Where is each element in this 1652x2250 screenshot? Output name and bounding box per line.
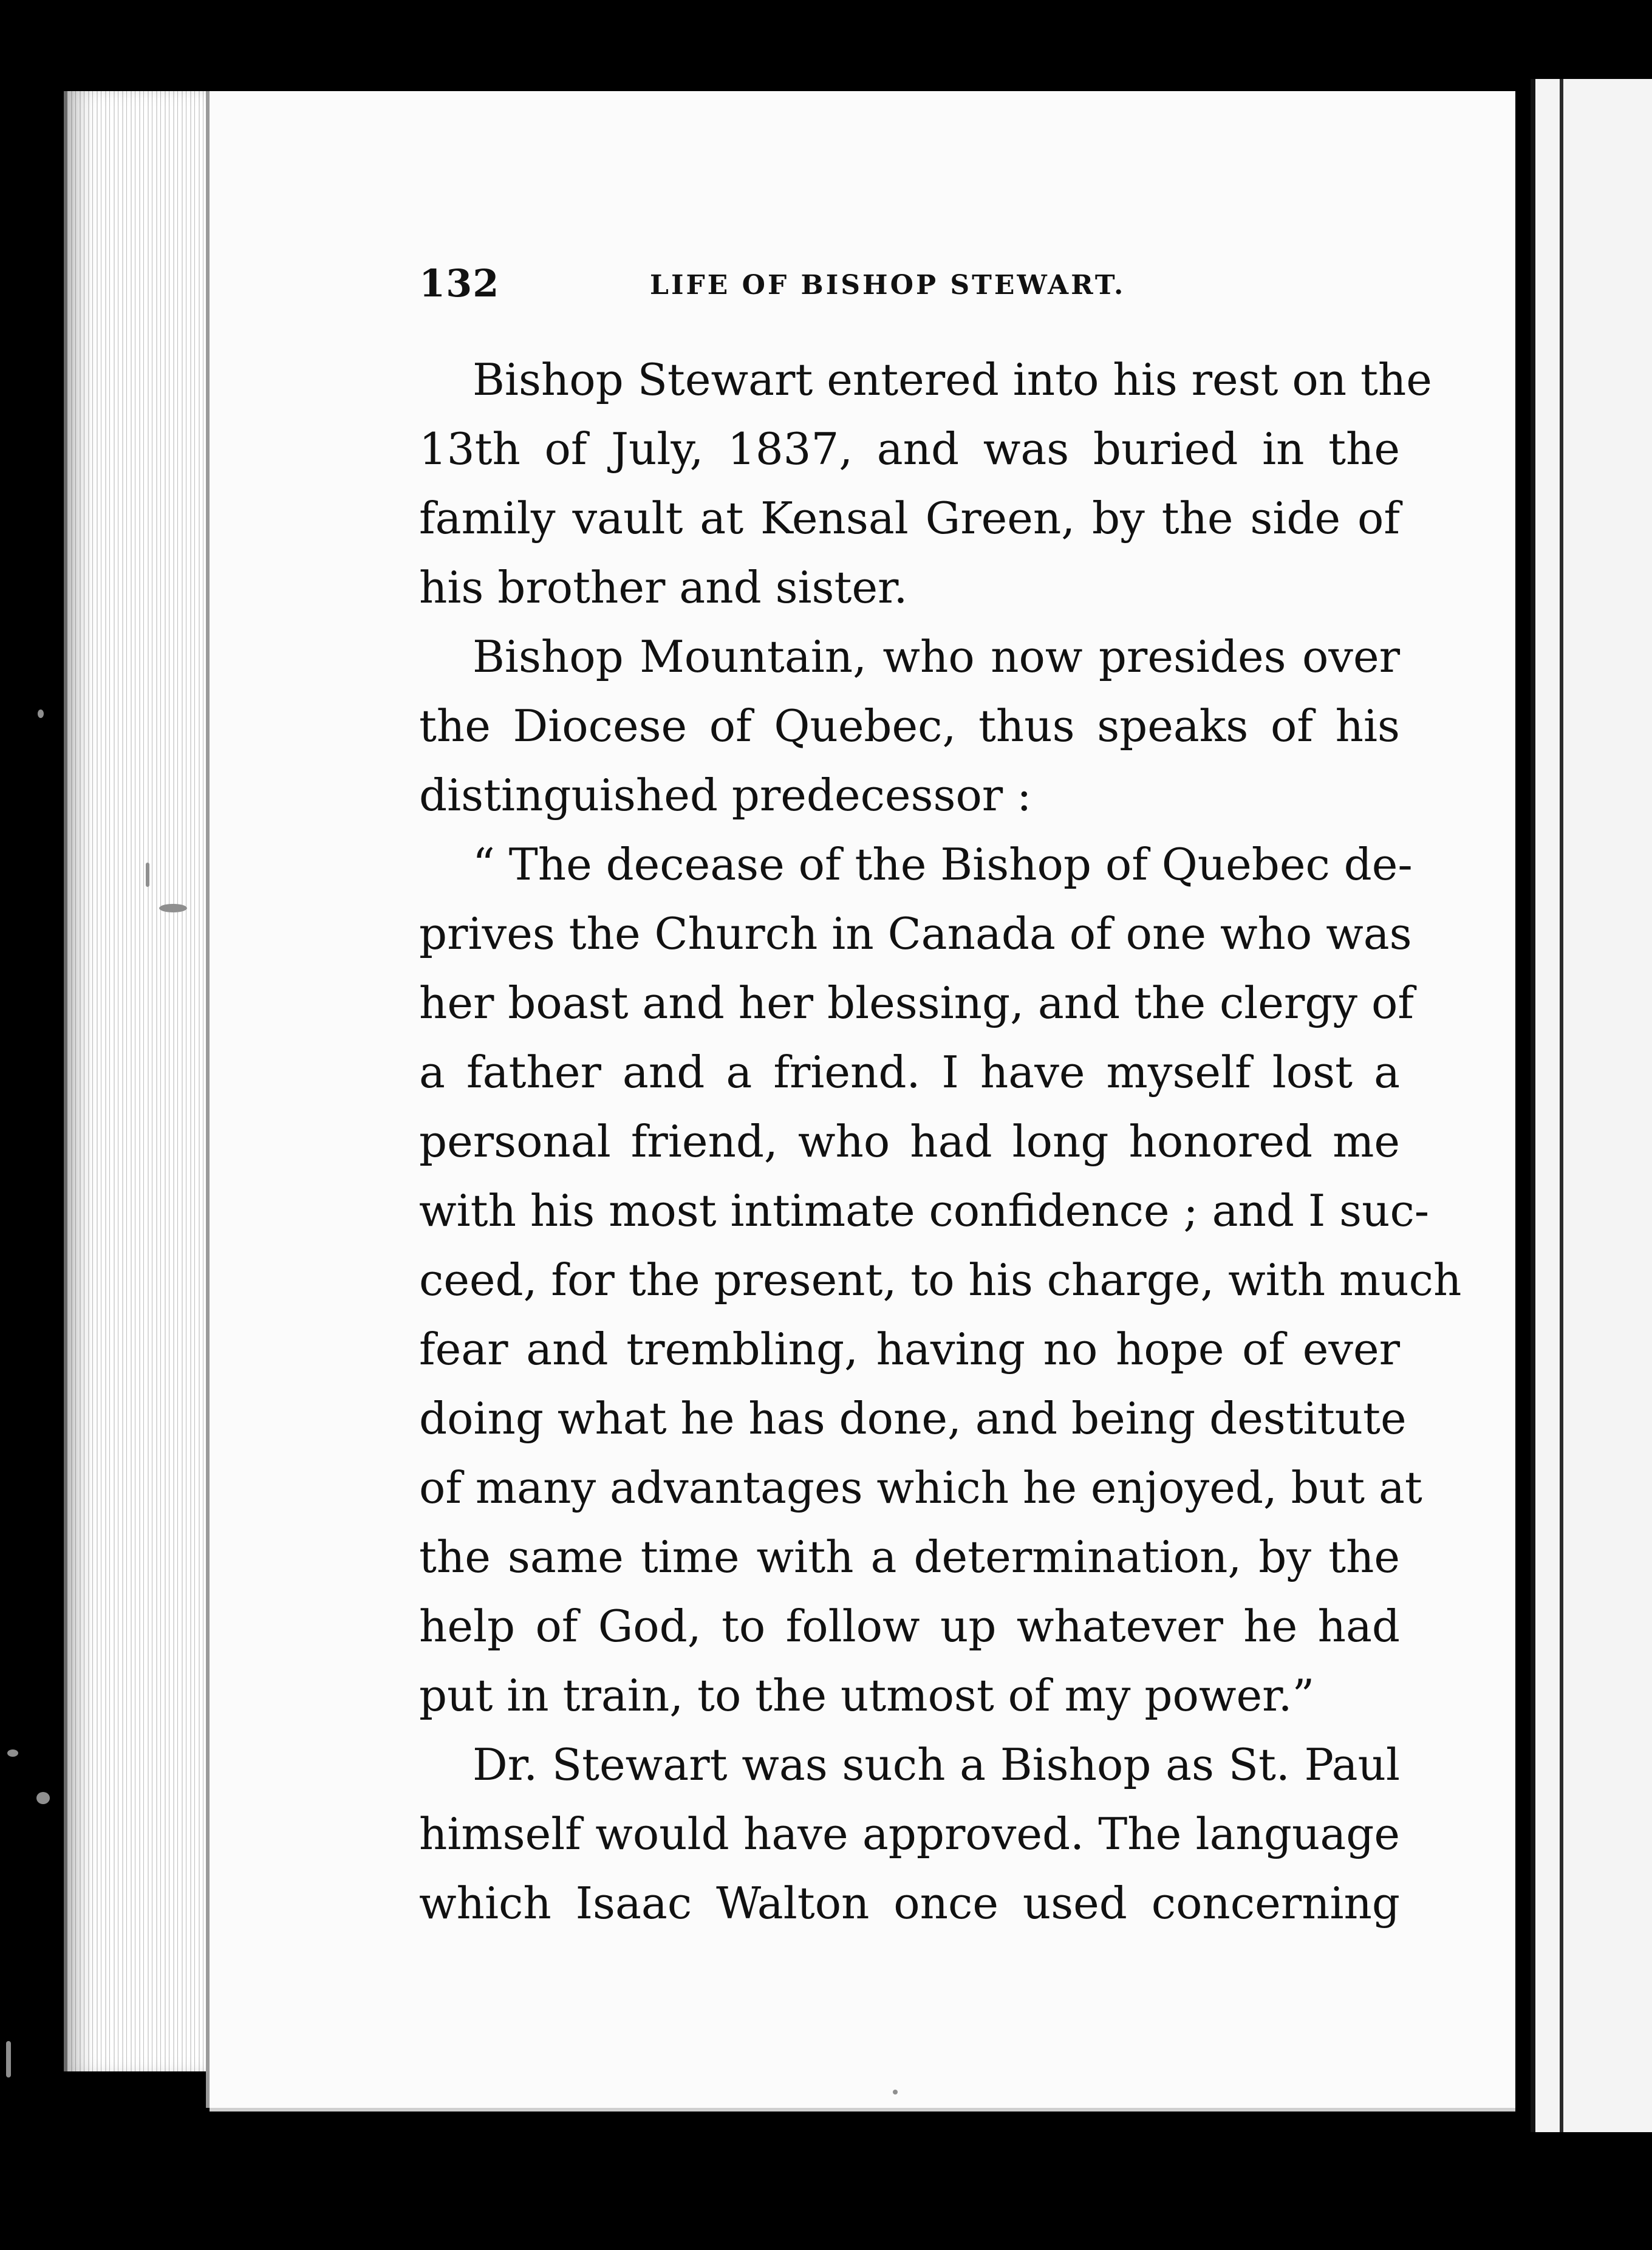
text-line: Bishop Mountain, who now presides over [473, 631, 1400, 682]
text-line: with his most intimate confidence ; and I suc- [419, 1185, 1430, 1236]
scan-speck [6, 2041, 11, 2077]
text-line: ceed, for the present, to his charge, with much [419, 1254, 1462, 1305]
text-line: her boast and her blessing, and the clergy of [419, 977, 1414, 1028]
text-line: “ The decease of the Bishop of Quebec de- [473, 839, 1413, 890]
scan-speck [146, 863, 149, 887]
text-line: Bishop Stewart entered into his rest on the [473, 354, 1432, 405]
running-head: LIFE OF BISHOP STEWART. [650, 270, 1126, 301]
scan-speck [38, 710, 44, 718]
scan-speck [7, 1749, 18, 1757]
text-line: put in train, to the utmost of my power.” [419, 1670, 1315, 1721]
text-line: fear and trembling, having no hope of ever [419, 1324, 1400, 1375]
paragraph [419, 345, 1432, 622]
text-line: doing what he has done, and being destitute [419, 1393, 1407, 1444]
text-line: the same time with a determination, by the [419, 1531, 1400, 1582]
text-line: personal friend, who had long honored me [419, 1116, 1400, 1167]
text-line: the Diocese of Quebec, thus speaks of his [419, 700, 1400, 751]
body-text [419, 345, 1462, 1938]
scan-speck [893, 2090, 898, 2094]
text-line: help of God, to follow up whatever he had [419, 1601, 1400, 1652]
text-line: 13th of July, 1837, and was buried in the [419, 423, 1400, 474]
text-line: which Isaac Walton once used concerning [419, 1878, 1400, 1929]
page-number: 132 [419, 261, 500, 306]
text-line: Dr. Stewart was such a Bishop as St. Paul [473, 1739, 1400, 1790]
text-line: of many advantages which he enjoyed, but at [419, 1462, 1422, 1513]
text-line: himself would have approved. The language [419, 1808, 1400, 1859]
facing-page-edge [1531, 79, 1652, 2132]
text-line: distinguished predecessor : [419, 770, 1032, 821]
page-edges [64, 91, 228, 2071]
page-header [419, 261, 1184, 310]
paragraph [419, 622, 1400, 830]
scan-speck [36, 1792, 50, 1804]
scan-speck [159, 904, 187, 912]
paragraph [419, 1730, 1400, 1938]
gutter-line [1560, 79, 1563, 2132]
quotation-paragraph [419, 830, 1462, 1730]
text-line: prives the Church in Canada of one who was [419, 908, 1412, 959]
text-line: a father and a friend. I have myself lost a [419, 1047, 1400, 1098]
text-line: his brother and sister. [419, 562, 908, 613]
text-line: family vault at Kensal Green, by the side of [419, 493, 1400, 544]
